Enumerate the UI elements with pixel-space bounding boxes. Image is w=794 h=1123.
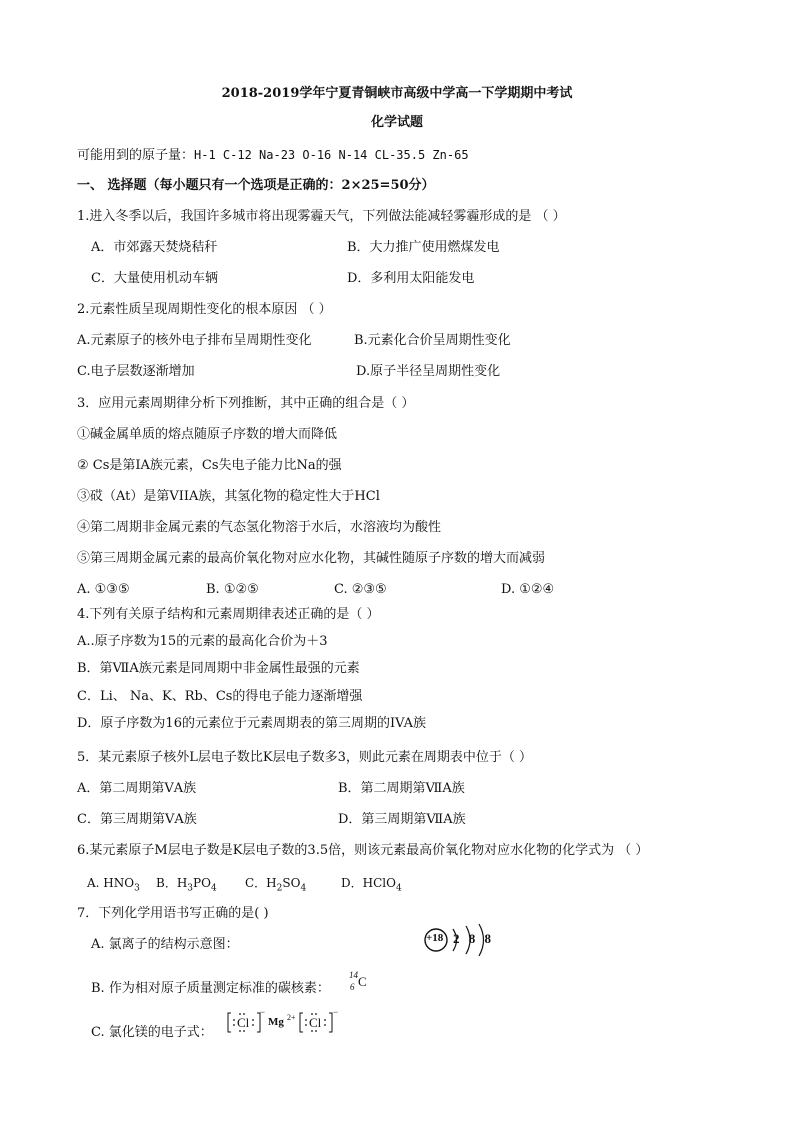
question-7-stem: 7．下列化学用语书写正确的是( ): [77, 906, 269, 921]
question-4-stem: 4.下列有关原子结构和元素周期律表述正确的是（ ）: [77, 607, 380, 622]
q6-c-sub1: 2: [276, 883, 283, 894]
question-7-option-c: C. 氯化镁的电子式：: [91, 1025, 213, 1040]
chloride-ion-structure-diagram: [420, 922, 496, 958]
magnesium-charge: 2+: [287, 1013, 296, 1022]
question-2-option-c: C.电子层数逐渐增加: [77, 364, 195, 379]
nuclide-atomic-number: 6: [350, 982, 355, 992]
chloride-charge-left: −: [260, 1007, 266, 1017]
question-4-option-a: A..原子序数为15的元素的最高化合价为＋3: [77, 634, 328, 649]
question-4-option-d: D．原子序数为16的元素位于元素周期表的第三周期的IVA族: [77, 716, 426, 731]
question-2-option-d: D.原子半径呈周期性变化: [356, 364, 501, 379]
question-4-option-c: C．Li、 Na、K、Rb、Cs的得电子能力逐渐增强: [77, 689, 363, 704]
question-3-statement-1: ①碱金属单质的熔点随原子序数的增大而降低: [77, 427, 338, 442]
q6-c-sub2: 4: [300, 883, 307, 894]
question-3-option-c: C. ②③⑤: [334, 582, 387, 597]
question-3-option-a: A. ①③⑤: [77, 582, 130, 597]
q6-d-sub: 4: [395, 883, 402, 894]
magnesium-symbol: Mg: [268, 1016, 284, 1028]
question-4-option-b: B．第ⅦA族元素是同周期中非金属性最强的元素: [77, 661, 360, 676]
question-6-option-b: [156, 874, 217, 892]
question-5-option-d: D．第三周期第ⅦA族: [338, 812, 466, 827]
question-1-option-b: B．大力推广使用燃煤发电: [347, 240, 500, 255]
magnesium-chloride-electron-formula: [227, 1007, 347, 1036]
question-3-statement-4: ④第二周期非金属元素的气态氢化物溶于水后，水溶液均为酸性: [77, 520, 442, 535]
question-3-option-d: D. ①②④: [501, 582, 555, 597]
question-7-option-b: B. 作为相对原子质量测定标准的碳核素：: [91, 981, 330, 996]
carbon-nuclide: [349, 970, 373, 994]
atomic-masses-values: H-1 C-12 Na-23 O-16 N-14 CL-35.5 Zn-65: [194, 148, 469, 162]
q6-c-text: C．H: [245, 876, 277, 890]
question-5-option-c: C．第三周期第ⅤA族: [77, 812, 197, 827]
question-6-option-d: [341, 874, 402, 892]
question-5-stem: 5．某元素原子核外L层电子数比K层电子数多3，则此元素在周期表中位于（ ）: [77, 750, 533, 765]
q6-d-text: D．HClO: [341, 876, 396, 890]
nuclide-symbol: C: [358, 974, 367, 989]
atomic-masses: [77, 146, 469, 165]
question-3-statement-5: ⑤第三周期金属元素的最高价氧化物对应水化物，其碱性随原子序数的增大而减弱: [77, 551, 546, 566]
q6-a-text: A. HNO: [87, 876, 135, 890]
question-6-stem: 6.某元素原子M层电子数是K层电子数的3.5倍，则该元素最高价氧化物对应水化物的化学式为 （ ）: [77, 843, 649, 858]
question-2-option-a: A.元素原子的核外电子排布呈周期性变化: [77, 333, 312, 348]
question-6-option-c: [245, 874, 306, 892]
question-3-stem: 3．应用元素周期律分析下列推断，其中正确的组合是（ ）: [77, 396, 415, 411]
question-2-stem: 2.元素性质呈现周期性变化的根本原因 （ ）: [77, 302, 332, 317]
section-heading: 一、 选择题（每小题只有一个选项是正确的：2×25=50分）: [77, 178, 435, 193]
q6-b-mid: PO: [193, 876, 211, 890]
q6-c-mid: SO: [282, 876, 301, 890]
question-3-statement-3: ③砹（At）是第VIIA族，其氢化物的稳定性大于HCl: [77, 489, 380, 504]
question-1-option-c: C．大量使用机动车辆: [91, 271, 218, 286]
question-5-option-b: B．第二周期第ⅦA族: [338, 781, 465, 796]
question-3-option-b: B. ①②⑤: [206, 582, 259, 597]
q6-a-sub: 3: [134, 883, 140, 894]
question-1-option-d: D．多利用太阳能发电: [347, 271, 475, 286]
question-6-option-a: [87, 874, 140, 892]
question-2-option-b: B.元素化合价呈周期性变化: [354, 333, 511, 348]
q6-b-sub1: 3: [187, 883, 194, 894]
q6-b-sub2: 4: [210, 883, 217, 894]
question-1-stem: 1.进入冬季以后，我国许多城市将出现雾霾天气，下列做法能减轻雾霾形成的是 （ ）: [77, 209, 566, 224]
atomic-masses-label: 可能用到的原子量：: [77, 148, 195, 163]
question-7-option-a: A. 氯离子的结构示意图：: [91, 937, 239, 952]
exam-subtitle: 化学试题: [370, 115, 423, 130]
chlorine-symbol-right: Cl: [309, 1015, 322, 1030]
nuclide-mass-number: 14: [349, 970, 358, 980]
chloride-charge-right: −: [333, 1007, 339, 1017]
exam-title: 2018-2019学年宁夏青铜峡市高级中学高一下学期期中考试: [221, 86, 573, 101]
q6-b-text: B．H: [156, 876, 188, 890]
nucleus-charge: +18: [426, 932, 444, 944]
question-1-option-a: A．市郊露天焚烧秸秆: [91, 240, 218, 255]
question-5-option-a: A．第二周期第ⅤA族: [77, 781, 197, 796]
electron-shells: 2 8 8: [453, 931, 494, 946]
question-3-statement-2: ② Cs是第ⅠA族元素，Cs失电子能力比Na的强: [77, 458, 342, 473]
chlorine-symbol-left: Cl: [237, 1015, 250, 1030]
